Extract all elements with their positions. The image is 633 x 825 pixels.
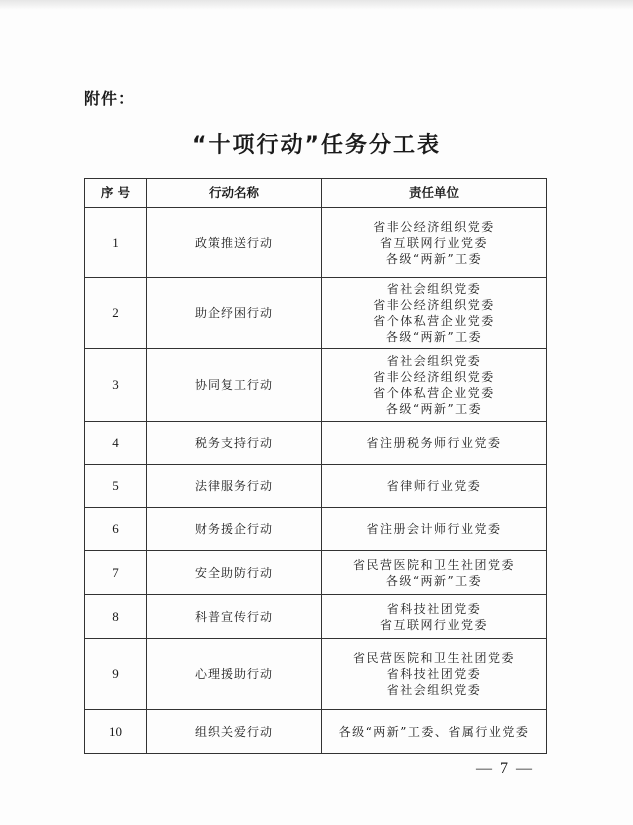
responsible-unit-line: 省非公经济组织党委	[373, 298, 495, 312]
table-row	[85, 208, 547, 278]
row-action-name: 财务援企行动	[147, 508, 322, 551]
row-serial-number: 7	[85, 551, 147, 595]
page-number: — 7 —	[476, 760, 534, 777]
table-header-row	[85, 179, 547, 208]
row-responsible-units	[322, 422, 547, 465]
document-title: “十项行动”任务分工表	[192, 133, 441, 158]
table-row	[85, 639, 547, 710]
responsible-unit-line: 省非公经济组织党委	[373, 370, 495, 384]
responsible-unit-line: 各级“两新”工委	[385, 573, 483, 588]
attachment-label: 附件：	[84, 89, 136, 108]
header-responsible-unit: 责任单位	[322, 179, 547, 208]
responsible-unit-line: 省非公经济组织党委	[373, 219, 495, 234]
row-serial-number: 5	[85, 465, 147, 508]
row-serial-number: 8	[85, 595, 147, 639]
row-serial-number: 4	[85, 422, 147, 465]
responsible-unit-line: 省律师行业党委	[386, 479, 482, 493]
responsible-unit-line: 省互联网行业党委	[379, 617, 488, 632]
table-row	[85, 508, 547, 551]
responsible-unit-line: 省社会组织党委	[386, 683, 482, 697]
row-serial-number: 6	[85, 508, 147, 551]
row-action-name: 科普宣传行动	[147, 595, 322, 639]
responsible-unit-line: 省科技社团党委	[386, 667, 482, 681]
row-action-name: 心理援助行动	[147, 639, 322, 710]
responsible-unit-line: 省注册会计师行业党委	[366, 522, 502, 536]
row-responsible-units	[322, 595, 547, 639]
row-serial-number: 1	[85, 208, 147, 278]
row-action-name: 组织关爱行动	[147, 710, 322, 754]
table-row	[85, 422, 547, 465]
responsible-unit-line: 各级“两新”工委	[385, 330, 483, 344]
row-responsible-units	[322, 551, 547, 595]
table-row	[85, 349, 547, 422]
row-action-name: 协同复工行动	[147, 349, 322, 422]
row-serial-number: 10	[85, 710, 147, 754]
row-serial-number: 9	[85, 639, 147, 710]
responsible-unit-line: 省民营医院和卫生社团党委	[352, 557, 515, 572]
row-responsible-units	[322, 710, 547, 754]
row-responsible-units	[322, 465, 547, 508]
row-action-name: 法律服务行动	[147, 465, 322, 508]
header-action-name: 行动名称	[147, 179, 322, 208]
table-row	[85, 278, 547, 349]
row-serial-number: 2	[85, 278, 147, 349]
responsible-unit-line: 省民营医院和卫生社团党委	[352, 651, 515, 665]
row-action-name: 税务支持行动	[147, 422, 322, 465]
responsible-unit-line: 省社会组织党委	[386, 354, 482, 368]
row-responsible-units	[322, 639, 547, 710]
responsible-unit-line: 省互联网行业党委	[379, 235, 488, 250]
row-responsible-units	[322, 208, 547, 278]
responsible-unit-line: 省个体私营企业党委	[373, 314, 495, 328]
row-action-name: 政策推送行动	[147, 208, 322, 278]
table-row	[85, 595, 547, 639]
table-row	[85, 465, 547, 508]
row-responsible-units	[322, 508, 547, 551]
responsible-unit-line: 省科技社团党委	[386, 601, 482, 616]
row-responsible-units	[322, 278, 547, 349]
row-action-name: 助企纾困行动	[147, 278, 322, 349]
scan-top-edge	[0, 0, 633, 10]
task-division-table	[84, 178, 547, 754]
responsible-unit-line: 省注册税务师行业党委	[366, 436, 502, 450]
responsible-unit-line: 各级“两新”工委	[385, 402, 483, 416]
responsible-unit-line: 各级“两新”工委、省属行业党委	[338, 724, 530, 739]
responsible-unit-line: 省社会组织党委	[386, 282, 482, 296]
row-responsible-units	[322, 349, 547, 422]
header-serial-number: 序 号	[85, 179, 147, 208]
row-action-name: 安全助防行动	[147, 551, 322, 595]
row-serial-number: 3	[85, 349, 147, 422]
table-row	[85, 551, 547, 595]
table-row	[85, 710, 547, 754]
responsible-unit-line: 各级“两新”工委	[385, 251, 483, 266]
responsible-unit-line: 省个体私营企业党委	[373, 386, 495, 400]
